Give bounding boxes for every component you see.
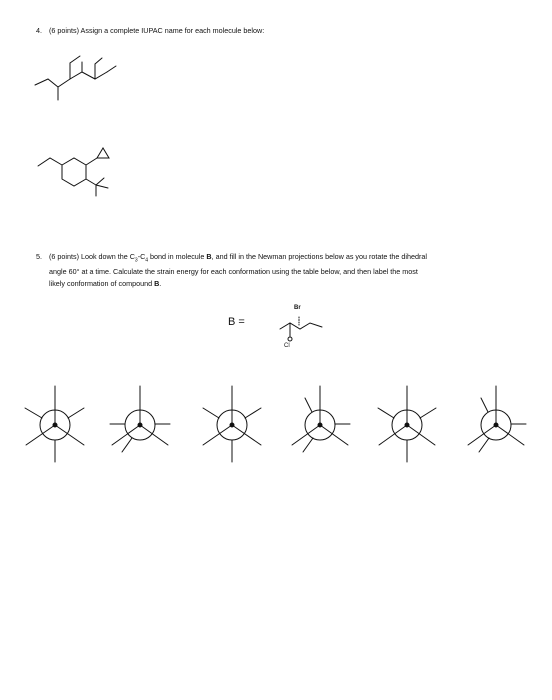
molecule-b-ref: B (206, 252, 212, 261)
molecule-1-skeletal-structure (35, 56, 116, 100)
compound-b-label: B = (228, 316, 245, 328)
question-5-period: . (159, 279, 162, 289)
question-4-text: (6 points) Assign a complete IUPAC name for each molecule below: (49, 26, 265, 35)
question-4-number: 4. (36, 26, 42, 35)
newman-projection-1[interactable] (25, 386, 84, 462)
newman-projection-6[interactable] (468, 386, 526, 452)
newman-projection-5[interactable] (378, 386, 436, 462)
question-5-text-a: (6 points) Look down the C (49, 252, 135, 261)
question-5-text-b: bond in molecule (148, 252, 207, 261)
bromine-label: Br (294, 305, 301, 311)
question-5-text-d: likely conformation of compound (49, 279, 155, 289)
question-5-line-2: angle 60° at a time. Calculate the strain energy for each conformation using the table below, and then label the most (49, 267, 418, 277)
subscript-4: 4 (145, 257, 149, 264)
question-5-line-1 (36, 251, 516, 266)
molecule-b-ref-2: B (154, 279, 160, 289)
newman-projection-3[interactable] (203, 386, 261, 462)
question-5-line-3 (36, 278, 516, 290)
newman-projection-4[interactable] (292, 386, 350, 452)
chlorine-label: Cl (284, 343, 290, 349)
newman-projection-2[interactable] (110, 386, 170, 452)
compound-b-structure (280, 317, 322, 341)
question-5-number: 5. (36, 252, 42, 261)
subscript-3: 3 (134, 257, 138, 264)
question-5-text-c: , and fill in the Newman projections below as you rotate the dihedral (211, 252, 427, 261)
molecule-2-skeletal-structure (38, 148, 109, 196)
question-5-dash: -C (137, 252, 146, 261)
question-5 (36, 251, 516, 290)
